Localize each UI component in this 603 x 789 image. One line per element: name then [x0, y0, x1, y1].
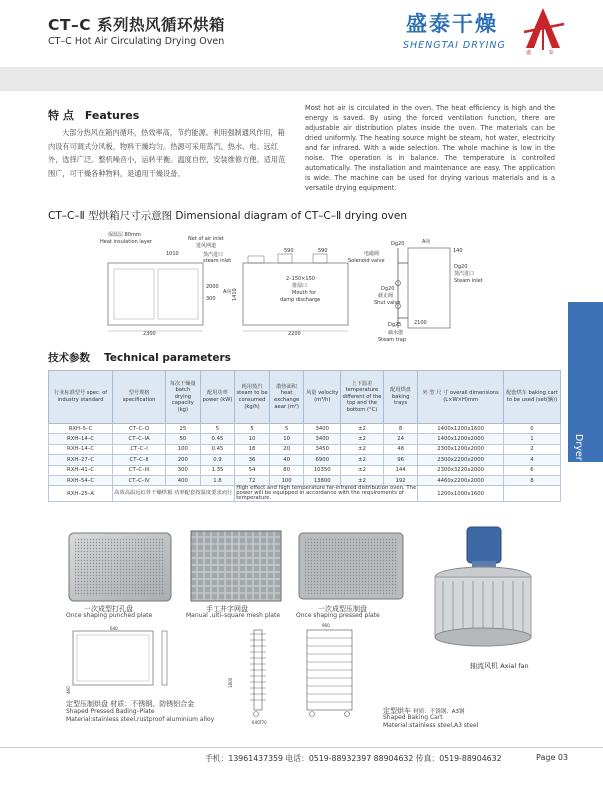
label-dg20b: Dg20 [454, 264, 468, 270]
footer-divider [0, 747, 603, 748]
dim-640: 640 [110, 626, 118, 631]
brand-logo-icon [520, 6, 566, 52]
table-cell: 2300x1200x2000 [418, 444, 504, 454]
table-cell: 3400 [304, 424, 341, 434]
table-cell: RXH–41–C [49, 465, 113, 475]
label-shut-cn: 截止阀 [378, 293, 394, 299]
table-row [49, 486, 561, 502]
col-header: 耗用蒸汽 steam to be consumed (kg/h) [235, 371, 270, 424]
tech-heading: 技术参数 Technical parameters [48, 352, 231, 364]
table-cell: 1400x1200x1600 [418, 424, 504, 434]
baking-cart-drawing [228, 618, 357, 728]
table-cell: 0 [503, 424, 560, 434]
cart-caption-en1: Shaped Baking Cart [383, 714, 443, 721]
table-cell: 10350 [304, 465, 341, 475]
col-header: 散热面积 heat exchange aear (m²) [269, 371, 304, 424]
label-trap-cn: 疏水器 [388, 330, 404, 336]
dim-640b: 640 [252, 720, 260, 725]
page-number: Page 03 [536, 753, 569, 762]
bading-caption-en1: Shaped Pressed Bading–Plate [66, 708, 155, 715]
table-cell: CT–C–IV [113, 475, 166, 485]
table-cell: 5 [235, 424, 270, 434]
table-cell: 300 [166, 465, 201, 475]
table-cell: RXH–14–C [49, 444, 113, 454]
brand-logo-english: SHENGTAI DRYING [403, 40, 506, 51]
oven-front-view [108, 263, 203, 325]
table-cell: 72 [235, 475, 270, 485]
table-cell: 0.45 [200, 444, 235, 454]
table-cell: 0.45 [200, 434, 235, 444]
table-cell: 96 [383, 455, 418, 465]
plate1-caption-cn: 一次成型打孔盘 [84, 605, 133, 613]
table-cell: 100 [166, 444, 201, 454]
label-dg25: Dg25 [388, 322, 402, 328]
pipe-side-view [408, 248, 450, 328]
table-cell: 40 [269, 455, 304, 465]
label-steam-inlet-cn: 蒸汽进口 [203, 252, 224, 258]
table-cell: CT–C–III [113, 465, 166, 475]
cart-caption-en2: Material:stainless steel,A3 steel [383, 722, 479, 729]
table-cell: CT–C–II [113, 455, 166, 465]
table-cell: 3400 [304, 434, 341, 444]
table-cell: ±2 [341, 424, 384, 434]
section-side-tab [568, 302, 603, 493]
table-row [49, 465, 561, 475]
punched-plate-image [68, 532, 172, 602]
plate3-caption-en: Once shaping pressed plate [296, 612, 380, 619]
table-cell: CT–C–IA [113, 434, 166, 444]
col-header: 配套烘车 baking cart to be used (set(辆)) [503, 371, 560, 424]
col-header: 每次干燥量 batch drying capacity (kg) [166, 371, 201, 424]
label-dg20a: Dg20 [391, 241, 405, 247]
dim-770: 770 [259, 720, 267, 725]
dim-1010: 1010 [166, 251, 179, 257]
table-cell: 100 [269, 475, 304, 485]
bading-caption-cn: 定型压制烘盘 材质：不锈钢、防锈铝合金 [66, 700, 195, 708]
table-row [49, 444, 561, 454]
table-cell: 5 [200, 424, 235, 434]
table-cell: 1.35 [200, 465, 235, 475]
features-text-en: Most hot air is circulated in the oven. The heat efficiency is high and the energy is saved. By using the forced ventilation function, there are adjustable air distribution plates inside the oven. The materials can be dried uniformly. The heating source might be steam, hot water, electricity and far infrared. With a wide selection. The whole machine is low in the noise. The operation is in balance. The temperature is controlled automatically. The installation and maintenance are easy. The application is wide. The machine can be used for drying various materials and is a versatile drying equipment. [305, 104, 555, 192]
label-net-inlet-cn: 进风网道 [196, 243, 217, 249]
label-steam-inlet2-cn: 蒸汽进口 [454, 271, 475, 277]
label-mouth-spec: 2–150×150 [286, 276, 315, 282]
table-cell: 5 [269, 424, 304, 434]
table-cell: 8 [383, 424, 418, 434]
table-cell: 1400x1200x2000 [418, 434, 504, 444]
features-text-cn: 大部分热风在箱内循环，热效率高，节约能源。利用强制通风作用，箱内设有可调式分风板，物料干燥均匀。热源可采用蒸汽、热水、电、远红外，选择广泛。整机噪音小，运转平衡。温度自控，安装维修方便。适用范围广，可干燥各种物料，是通用干燥设备。 [48, 128, 286, 178]
table-cell: 1200x1000x1600 [418, 486, 504, 502]
table-cell: 80 [269, 465, 304, 475]
table-cell: 200 [166, 455, 201, 465]
dim-2300: 2300 [143, 331, 156, 337]
dimensional-diagram [48, 228, 518, 346]
mesh-plate-image [190, 530, 282, 602]
spec-header-row [49, 371, 561, 424]
label-solenoid-cn: 电磁阀 [364, 251, 380, 257]
dim-960: 960 [322, 623, 330, 628]
shaped-bading-plate-drawing [66, 626, 180, 694]
col-header: 上下温差 temperature different of the top and the bottom (°C) [341, 371, 384, 424]
table-cell: 25 [166, 424, 201, 434]
label-net-inlet: Net of air inlet [188, 236, 224, 242]
dim-1410: 1410 [232, 288, 238, 301]
table-cell: CT–C–O [113, 424, 166, 434]
table-cell: 0.9 [200, 455, 235, 465]
label-mouth-en2: damp discharge [280, 297, 321, 303]
spec-table [48, 370, 561, 502]
label-insulation-en: Heat insulation layer [100, 239, 152, 245]
fan-caption-cn: 轴流风机 [470, 662, 498, 670]
label-steam-inlet-en: steam inlet [203, 258, 232, 264]
col-header: 外 型 尺 寸 overall dimensions (L×W×H)mm [418, 371, 504, 424]
table-cell: 1.8 [200, 475, 235, 485]
brand-logo-text: 盛泰干燥 [406, 12, 498, 36]
plate1-caption-en: Once shaping punched plate [66, 612, 153, 619]
fan-caption [470, 661, 529, 671]
table-cell [503, 486, 560, 502]
dim-2200: 2200 [288, 331, 301, 337]
table-cell: 10 [235, 434, 270, 444]
page-title: CT–C 系列热风循环烘箱 [48, 16, 225, 34]
header-band [0, 67, 603, 91]
dim-590a: 590 [284, 248, 294, 254]
dim-a-left: A向 [223, 289, 232, 295]
table-row [49, 434, 561, 444]
plate2-caption-cn: 手工并字网盘 [206, 605, 248, 613]
table-cell: 3450 [304, 444, 341, 454]
table-cell: ±2 [341, 475, 384, 485]
table-cell: ±2 [341, 444, 384, 454]
table-row [49, 455, 561, 465]
dim-2000: 2000 [206, 284, 219, 290]
axial-fan-image [425, 525, 540, 655]
table-cell: 6 [503, 465, 560, 475]
table-cell: 4460x2200x2000 [418, 475, 504, 485]
table-cell: 13800 [304, 475, 341, 485]
pressed-plate-image [298, 532, 404, 600]
plate2-caption-en: Manual ,ulti–square mesh plate [186, 612, 281, 619]
table-cell: ±2 [341, 434, 384, 444]
fan-caption-en: Axial fan [500, 662, 529, 670]
page-header [0, 0, 603, 62]
features-heading: 特 点 Features [48, 109, 140, 122]
bading-caption-en2: Material:stainless steel,rustproof aluminium alloy [66, 716, 215, 723]
col-header: 配用功率 power (kW) [200, 371, 235, 424]
label-mouth-cn: 排湿口 [292, 283, 308, 289]
page-subtitle: CT–C Hot Air Circulating Drying Oven [48, 36, 225, 47]
table-cell: 4 [503, 455, 560, 465]
table-cell: 24 [383, 434, 418, 444]
plate3-caption-cn: 一次成型压制盘 [318, 605, 367, 613]
table-cell: 8 [503, 475, 560, 485]
table-cell: 10 [269, 434, 304, 444]
label-solenoid-en: Solenoid valve [348, 258, 385, 264]
table-note-en: High effect and high temperature far-infrared distribution oven. The power will be equipped in accordance with the requirements of temperature. [236, 485, 417, 502]
col-header: 行业标准型号 spec. of industry standard [49, 371, 113, 424]
col-header: 型号规格 specification [113, 371, 166, 424]
table-cell: RXH–5–C [49, 424, 113, 434]
table-cell: 144 [383, 465, 418, 475]
table-cell: RXH–54–C [49, 475, 113, 485]
table-cell: 2300x2200x2000 [418, 455, 504, 465]
table-cell: 48 [383, 444, 418, 454]
col-header: 风量 velocity (m³/h) [304, 371, 341, 424]
table-cell: 54 [235, 465, 270, 475]
diagram-title: CT–C–Ⅱ 型烘箱尺寸示意图 Dimensional diagram of CT–C–Ⅱ drying oven [48, 210, 407, 222]
col-header: 配用烘盘 baking trays [383, 371, 418, 424]
table-cell: RXH–27–C [49, 455, 113, 465]
table-row [49, 475, 561, 485]
label-dg20c: Dg20 [381, 286, 395, 292]
dim-300: 300 [206, 296, 216, 302]
table-cell: 18 [235, 444, 270, 454]
dim-460: 460 [66, 686, 71, 694]
table-cell: 20 [269, 444, 304, 454]
table-cell: 192 [383, 475, 418, 485]
dim-2100: 2100 [414, 320, 427, 326]
table-cell: 400 [166, 475, 201, 485]
table-cell: 1 [503, 434, 560, 444]
label-shut-en: Shut valve [374, 300, 401, 306]
table-cell: CT–C–I [113, 444, 166, 454]
table-cell: 36 [235, 455, 270, 465]
dim-1800: 1800 [228, 677, 233, 688]
table-cell: 2 [503, 444, 560, 454]
brand-logo-subtext: 盛 泰 [526, 50, 562, 56]
dim-140: 140 [453, 248, 463, 254]
table-cell: ±2 [341, 465, 384, 475]
table-cell: RXH–14–C [49, 434, 113, 444]
dim-590b: 590 [318, 248, 328, 254]
table-cell: RXH–25–A [49, 486, 113, 502]
cart-caption-material: 材质：不锈钢、A3钢 [413, 709, 465, 715]
table-note-cn: 高效高温远红外干燥烘箱 功率配套按温度要求而行 [113, 486, 235, 502]
label-insulation: 保温层 80mm [108, 232, 141, 238]
cart-caption-cn: 定型烘车 [383, 707, 411, 715]
table-cell: 50 [166, 434, 201, 444]
table-cell: ±2 [341, 455, 384, 465]
table-row [49, 424, 561, 434]
footer-contact: 手机：13961437359 电话：0519-88932397 88904632 传真：0519-88904632 [205, 754, 502, 763]
label-an: A向 [422, 239, 431, 245]
side-tab-label: Dryer Series [573, 434, 584, 493]
label-mouth-en: Mouth for [292, 290, 317, 296]
table-cell: 2300x3220x2000 [418, 465, 504, 475]
table-cell: 6900 [304, 455, 341, 465]
label-steam-inlet2-en: Steam inlet [454, 278, 483, 284]
label-trap-en: Steam trap [378, 337, 406, 343]
